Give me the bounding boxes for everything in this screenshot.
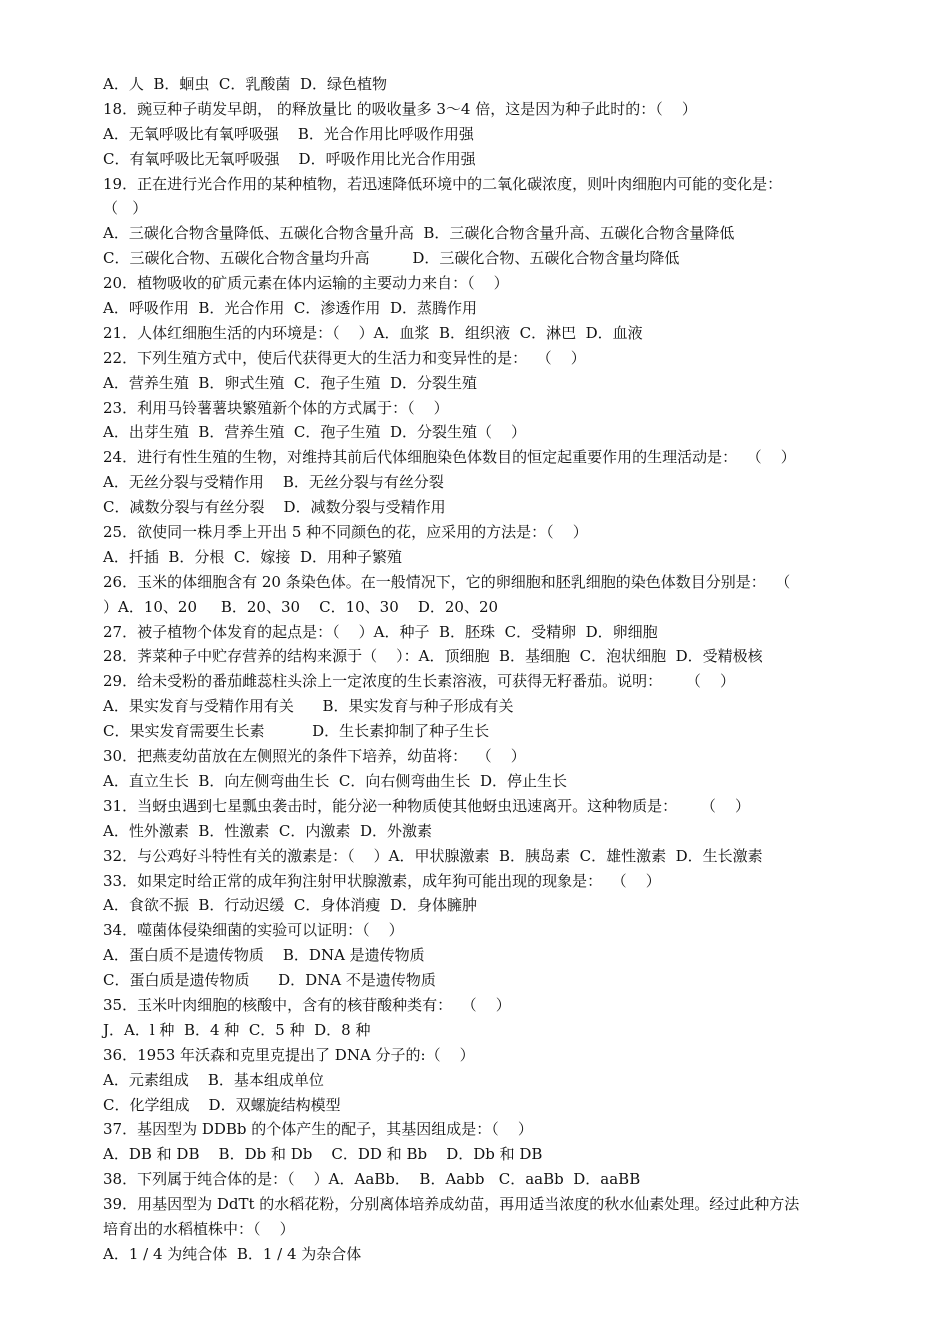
text-line: A．扦插 B．分根 C．嫁接 D．用种子繁殖 xyxy=(103,547,402,566)
text-line: A．无氧呼吸比有氧呼吸强 B．光合作用比呼吸作用强 xyxy=(103,124,474,143)
question-30: 30．把燕麦幼苗放在左侧照光的条件下培养，幼苗将： （ ） xyxy=(103,747,526,766)
text-line: A．无丝分裂与受精作用 B．无丝分裂与有丝分裂 xyxy=(103,473,444,492)
question-26: 26．玉米的体细胞含有 20 条染色体。在一般情况下，它的卵细胞和胚乳细胞的染色体数目分别是： （ xyxy=(103,572,791,591)
question-21: 21．人体红细胞生活的内环境是：（ ）A．血浆 B．组织液 C．淋巴 D．血液 xyxy=(103,323,643,342)
text-line: C．减数分裂与有丝分裂 D．减数分裂与受精作用 xyxy=(103,498,446,517)
text-line: （ ） xyxy=(103,199,148,218)
text-line: A．出芽生殖 B．营养生殖 C．孢子生殖 D．分裂生殖（ ） xyxy=(103,423,527,442)
text-line: 培育出的水稻植株中：（ ） xyxy=(103,1219,295,1238)
question-39: 39．用基因型为 DdTt 的水稻花粉，分别离体培养成幼苗，再用适当浓度的秋水仙素处理。经过此种方法 xyxy=(103,1195,800,1214)
question-29: 29．给未受粉的番茄雌蕊柱头涂上一定浓度的生长素溶液，可获得无籽番茄。说明： （ ） xyxy=(103,672,736,691)
document-page xyxy=(103,72,863,1267)
text-line: A．元素组成 B．基本组成单位 xyxy=(103,1070,324,1089)
text-line: J．A．l 种 B．4 种 C．5 种 D．8 种 xyxy=(103,1020,371,1039)
question-18: 18．豌豆种子萌发早朗， 的释放量比 的吸收量多 3～4 倍，这是因为种子此时的：（ ） xyxy=(103,99,697,118)
question-19: 19．正在进行光合作用的某种植物，若迅速降低环境中的二氧化碳浓度，则叶肉细胞内可能的变化是： xyxy=(103,174,783,193)
text-line: A．1 / 4 为纯合体 B．1 / 4 为杂合体 xyxy=(103,1244,362,1263)
question-34: 34．噬菌体侵染细菌的实验可以证明：（ ） xyxy=(103,921,404,940)
question-22: 22．下列生殖方式中，使后代获得更大的生活力和变异性的是： （ ） xyxy=(103,348,586,367)
question-23: 23．利用马铃薯薯块繁殖新个体的方式属于：（ ） xyxy=(103,398,449,417)
question-38: 38．下列属于纯合体的是：（ ）A．AaBb． B．Aabb C．aaBb D．aaBB xyxy=(103,1170,641,1189)
text-line: A．三碳化合物含量降低、五碳化合物含量升高 B．三碳化合物含量升高、五碳化合物含量降低 xyxy=(103,224,735,243)
text-line: A．直立生长 B．向左侧弯曲生长 C．向右侧弯曲生长 D．停止生长 xyxy=(103,771,567,790)
question-31: 31．当蚜虫遇到七星瓢虫袭击时，能分泌一种物质使其他蚜虫迅速离开。这种物质是： （ ） xyxy=(103,796,751,815)
text-line: A．DB 和 DB B．Db 和 Db C．DD 和 Bb D．Db 和 DB xyxy=(103,1145,543,1164)
question-25: 25．欲使同一株月季上开出 5 种不同颜色的花，应采用的方法是：（ ） xyxy=(103,523,588,542)
question-33: 33．如果定时给正常的成年狗注射甲状腺激素，成年狗可能出现的现象是： （ ） xyxy=(103,871,661,890)
question-37: 37．基因型为 DDBb 的个体产生的配子，其基因组成是：（ ） xyxy=(103,1120,533,1139)
question-35: 35．玉米叶肉细胞的核酸中，含有的核苷酸种类有： （ ） xyxy=(103,995,511,1014)
text-line: A．蛋白质不是遗传物质 B．DNA 是遗传物质 xyxy=(103,946,425,965)
question-36: 36．1953 年沃森和克里克提出了 DNA 分子的:（ ） xyxy=(103,1045,475,1064)
question-24: 24．进行有性生殖的生物，对维持其前后代体细胞染色体数目的恒定起重要作用的生理活动是： （ ） xyxy=(103,448,796,467)
text-line: A．食欲不振 B．行动迟缓 C．身体消瘦 D．身体臃肿 xyxy=(103,896,477,915)
question-28: 28．荠菜种子中贮存营养的结构来源于（ ）：A．顶细胞 B．基细胞 C．泡状细胞 D．受精极核 xyxy=(103,647,763,666)
text-line: C．三碳化合物、五碳化合物含量均升高 D．三碳化合物、五碳化合物含量均降低 xyxy=(103,249,680,268)
text-line: ）A．10、20 B．20、30 C．10、30 D．20、20 xyxy=(103,597,499,616)
question-32: 32．与公鸡好斗特性有关的激素是：（ ）A．甲状腺激素 B．胰岛素 C．雄性激素 D．生长激素 xyxy=(103,846,763,865)
text-line: A．果实发育与受精作用有关 B．果实发育与种子形成有关 xyxy=(103,697,514,716)
question-27: 27．被子植物个体发育的起点是：（ ）A．种子 B．胚珠 C．受精卵 D．卵细胞 xyxy=(103,622,658,641)
text-line: C．化学组成 D．双螺旋结构模型 xyxy=(103,1095,341,1114)
text-line: A．营养生殖 B．卵式生殖 C．孢子生殖 D．分裂生殖 xyxy=(103,373,477,392)
text-line: C．有氧呼吸比无氧呼吸强 D．呼吸作用比光合作用强 xyxy=(103,149,476,168)
text-line: C．蛋白质是遗传物质 D．DNA 不是遗传物质 xyxy=(103,971,436,990)
text-line: C．果实发育需要生长素 D．生长素抑制了种子生长 xyxy=(103,722,490,741)
text-line: A．呼吸作用 B．光合作用 C．渗透作用 D．蒸腾作用 xyxy=(103,299,477,318)
text-line: A．人 B．蛔虫 C．乳酸菌 D．绿色植物 xyxy=(103,75,387,93)
question-20: 20．植物吸收的矿质元素在体内运输的主要动力来自：（ ） xyxy=(103,274,509,293)
text-line: A．性外激素 B．性激素 C．内激素 D．外激素 xyxy=(103,821,432,840)
